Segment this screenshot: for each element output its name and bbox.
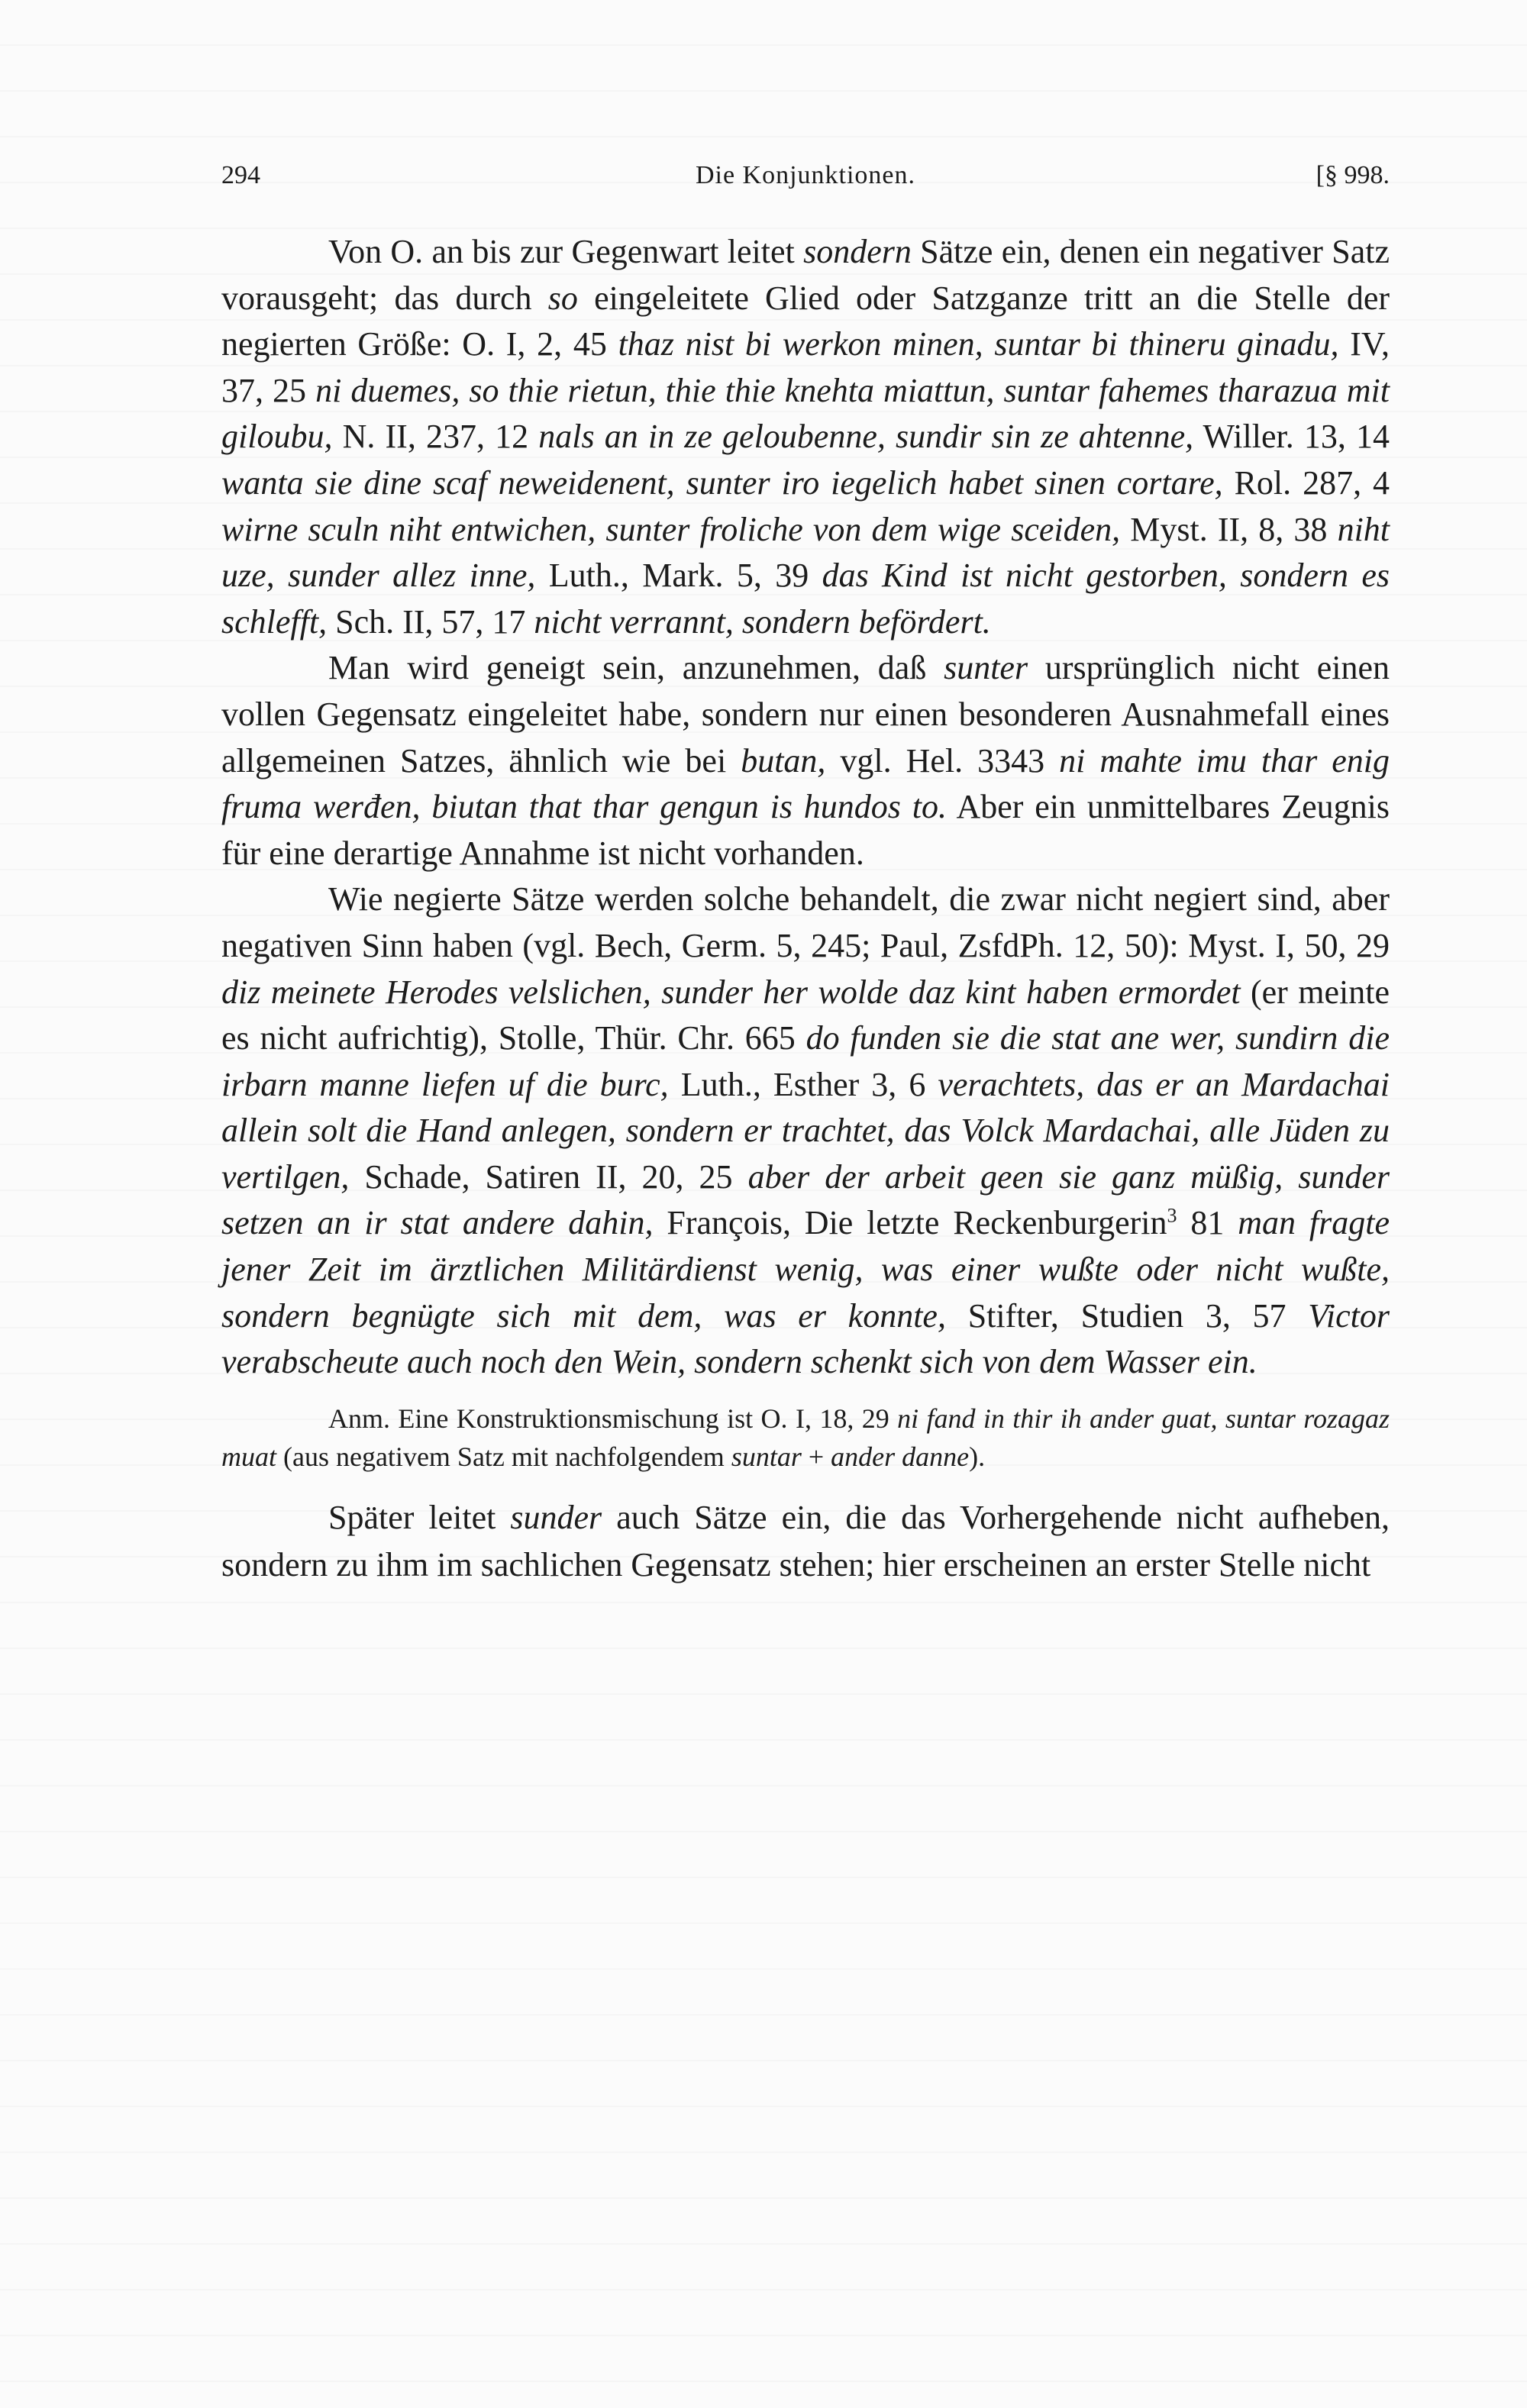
text-run: eingeleitete Glied oder Satzganze tritt an die Stelle der negierten Größe: O. I, 2, 45 — [221, 279, 1390, 363]
text-run: auch Sätze ein, die das Vorhergehende nicht aufheben, sondern zu ihm im sachlichen Gegensatz stehen; hier erscheinen an erster Stelle nicht — [221, 1498, 1390, 1583]
quoted-text: suntar — [731, 1441, 802, 1472]
quoted-text: so — [547, 279, 578, 317]
quoted-text: verachtets, das er an Mardachai allein solt die Hand anlegen, sondern er trachtet, das Volck Mardachai, alle Jüden zu vertilgen, — [221, 1065, 1390, 1196]
text-run: Rol. 287, 4 — [1222, 463, 1390, 502]
text-run: (aus negativem Satz mit nachfolgendem — [276, 1441, 731, 1472]
text-run: Aber ein unmittelbares Zeugnis für eine derartige Annahme ist nicht vorhanden. — [221, 788, 1390, 872]
quoted-text: sunter — [944, 649, 1028, 687]
text-run: (er meinte es nicht aufrichtig), Stolle, Thür. Chr. 665 — [221, 973, 1390, 1057]
paragraph — [221, 876, 1390, 1386]
quoted-text: sunder — [510, 1498, 602, 1536]
text-run: + — [801, 1441, 831, 1472]
paragraph — [221, 229, 1390, 645]
quoted-text: wanta sie dine scaf neweidenent, sunter iro iegelich habet sinen cortare, — [221, 463, 1223, 502]
main-text — [221, 229, 1390, 1386]
quoted-text: ni fand in thir ih ander guat, suntar rozagaz muat — [221, 1403, 1390, 1472]
text-run: Von O. an bis zur Gegenwart leitet — [328, 233, 804, 270]
text-run: 81 — [1177, 1204, 1238, 1242]
quoted-text: wirne sculn niht entwichen, sunter froliche von dem wige sceiden, — [221, 510, 1121, 548]
paragraph — [221, 645, 1390, 876]
text-run: Myst. II, 8, 38 — [1120, 510, 1338, 548]
text-run: François, Die letzte Reckenburgerin — [653, 1204, 1167, 1242]
text-run: Wie negierte Sätze werden solche behandelt, die zwar nicht negiert sind, aber negativen Sinn haben (vgl. Bech, Germ. 5, 245; Paul, ZsfdPh. 12, 50): Myst. I, 50, 29 — [221, 880, 1390, 964]
quoted-text: das Kind ist nicht gestorben, sondern es schlefft, — [221, 557, 1390, 641]
quoted-text: ni mahte imu thar enig fruma werđen, biutan that thar gengun is hundos to. — [221, 741, 1390, 826]
page-number: 294 — [221, 161, 260, 189]
text-run: Anm. Eine Konstruktionsmischung ist O. I, 18, 29 — [328, 1403, 898, 1434]
quoted-text: do funden sie die stat ane wer, sundirn die irbarn manne liefen uf die burc, — [221, 1019, 1390, 1103]
quoted-text: ander danne — [831, 1441, 970, 1472]
quoted-text: diz meinete Herodes velslichen, sunder her wolde daz kint haben ermordet — [221, 973, 1241, 1011]
text-run: Stifter, Studien 3, 57 — [945, 1296, 1309, 1335]
quoted-text: Victor verabscheute auch noch den Wein, sondern schenkt sich von dem Wasser ein. — [221, 1296, 1390, 1381]
edition-superscript: 3 — [1167, 1204, 1177, 1227]
quoted-text: sondern — [803, 233, 912, 270]
text-run: Luth., Esther 3, 6 — [668, 1065, 938, 1103]
section-reference: [§ 998. — [1316, 161, 1390, 189]
text-run: Später leitet — [328, 1498, 511, 1536]
text-run: Man wird geneigt sein, anzunehmen, daß — [328, 649, 944, 687]
quoted-text: thaz nist bi werkon minen, suntar bi thineru ginadu, — [618, 325, 1339, 363]
text-run: IV, 37, 25 — [221, 325, 1390, 409]
text-run: Willer. 13, 14 — [1193, 418, 1390, 456]
text-body — [221, 229, 1390, 1589]
quoted-text: ni duemes, so thie rietun, thie thie knehta miattun, suntar fahemes tharazua mit giloubu, — [221, 371, 1390, 456]
quoted-text: man fragte jener Zeit im ärztlichen Militärdienst wenig, was einer wußte oder nicht wußte, sondern begnügte sich mit dem, was er konnte, — [221, 1204, 1390, 1335]
text-run: ursprünglich nicht einen vollen Gegensatz eingeleitet habe, sondern nur einen besonderen Ausnahmefall eines allgemeinen Satzes, ähnlich wie bei — [221, 649, 1390, 780]
text-run: Luth., Mark. 5, 39 — [535, 557, 822, 595]
annotation-note — [221, 1399, 1390, 1476]
quoted-text: niht uze, sunder allez inne, — [221, 510, 1390, 595]
paragraph — [221, 1494, 1390, 1589]
quoted-text: nals an in ze geloubenne, sundir sin ze ahtenne, — [538, 418, 1194, 456]
text-run: vgl. Hel. 3343 — [825, 741, 1060, 780]
note-paragraph — [221, 1399, 1390, 1476]
text-run: Sch. II, 57, 17 — [327, 602, 534, 641]
quoted-text: butan, — [741, 741, 826, 780]
text-run: Sätze ein, denen ein negativer Satz vorausgeht; das durch — [221, 233, 1390, 317]
quoted-text: nicht verrannt, sondern befördert. — [534, 602, 991, 641]
text-run: ). — [969, 1441, 986, 1472]
page-header — [221, 153, 1390, 199]
quoted-text: aber der arbeit geen sie ganz müßig, sunder setzen an ir stat andere dahin, — [221, 1157, 1390, 1242]
closing-text — [221, 1494, 1390, 1589]
text-run: Schade, Satiren II, 20, 25 — [349, 1157, 748, 1196]
text-run: N. II, 237, 12 — [332, 418, 539, 456]
running-title: Die Konjunktionen. — [695, 161, 916, 189]
